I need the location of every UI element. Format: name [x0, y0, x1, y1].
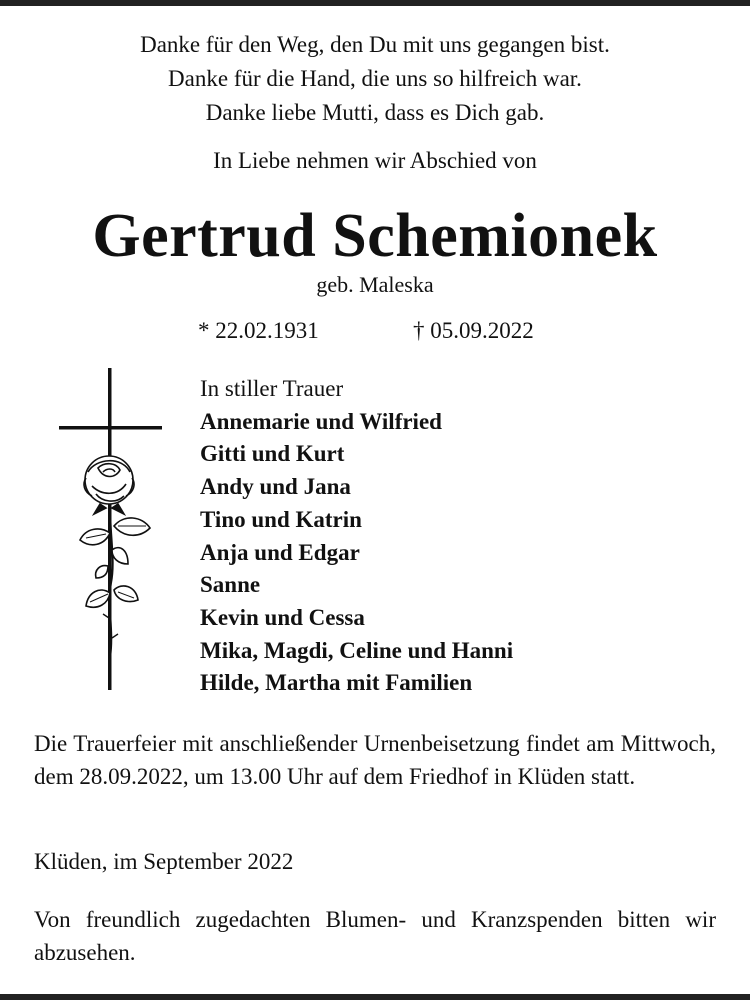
mourner-family: Annemarie und Wilfried [200, 408, 442, 434]
mourner-family: Anja und Edgar [200, 539, 360, 565]
mourner-family: Hilde, Martha mit Familien [200, 670, 473, 696]
mourner-family: Mika, Magdi, Celine und Hanni [200, 637, 514, 663]
mourners-lead: In stiller Trauer [200, 376, 344, 401]
mourners-list [200, 373, 513, 700]
farewell-intro: In Liebe nehmen wir Abschied von [213, 148, 537, 173]
deceased-name: Gertrud Schemionek [92, 202, 658, 270]
place-date: Klüden, im September 2022 [34, 849, 294, 874]
death-date: † 05.09.2022 [413, 318, 534, 343]
flowers-note: Von freundlich zugedachten Blumen- und Kranzspenden bitten wir abzusehen. [34, 907, 716, 965]
mourner-family: Tino und Katrin [200, 506, 362, 532]
poem-line-3: Danke liebe Mutti, dass es Dich gab. [205, 100, 545, 125]
birth-name: geb. Maleska [316, 272, 434, 297]
mourner-family: Kevin und Cessa [200, 604, 365, 630]
poem [0, 28, 750, 130]
mourner-family: Gitti und Kurt [200, 441, 345, 467]
cross-icon [56, 368, 166, 690]
poem-line-2: Danke für die Hand, die uns so hilfreich war. [168, 66, 582, 91]
birth-date: * 22.02.1931 [198, 318, 319, 343]
funeral-notice: Die Trauerfeier mit anschließender Urnenbeisetzung findet am Mittwoch, dem 28.09.2022, um 13.00 Uhr auf dem Friedhof in Klüden statt. [34, 731, 716, 789]
mourner-family: Andy und Jana [200, 474, 351, 500]
poem-line-1: Danke für den Weg, den Du mit uns gegangen bist. [140, 32, 610, 57]
rose-icon [80, 456, 150, 658]
mourner-family: Sanne [200, 572, 261, 598]
